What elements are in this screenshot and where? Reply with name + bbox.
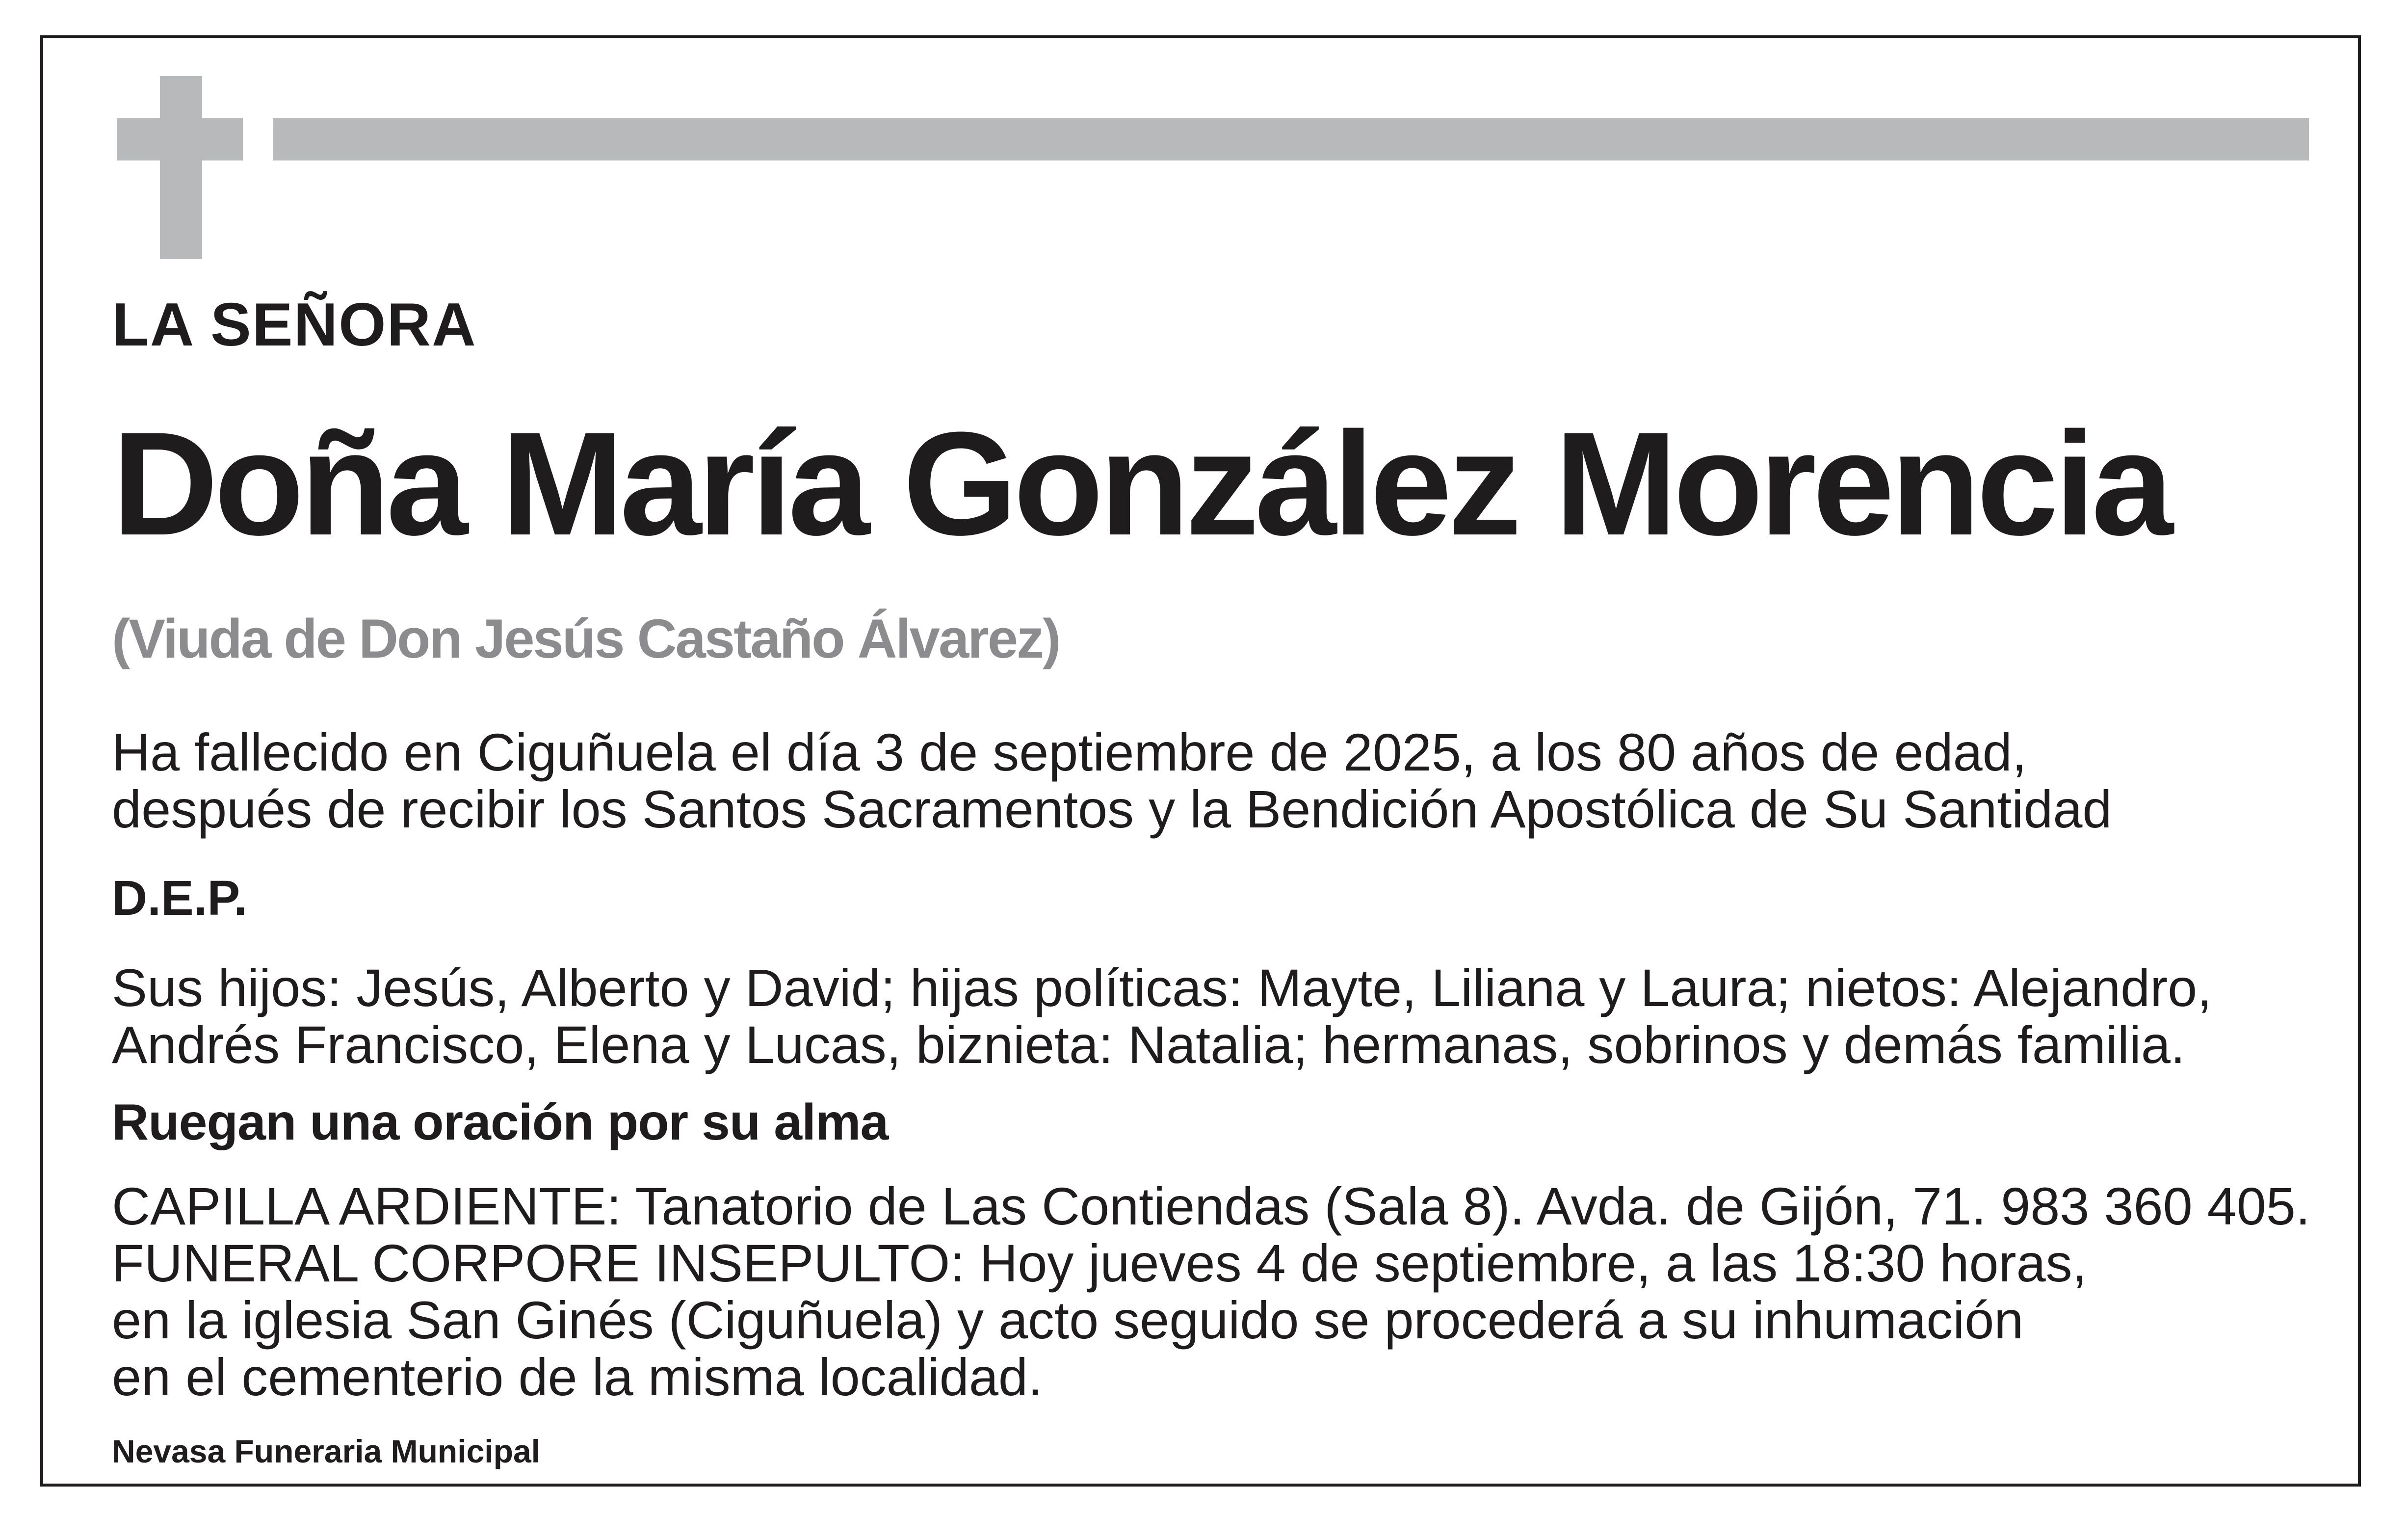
rip-label: D.E.P. xyxy=(112,871,248,926)
deceased-name: Doña María González Morencia xyxy=(112,401,2170,566)
cross-icon xyxy=(117,76,243,259)
honorific-heading: LA SEÑORA xyxy=(112,291,477,359)
header-rule xyxy=(273,118,2309,160)
widow-of-line: (Viuda de Don Jesús Castaño Álvarez) xyxy=(112,608,1060,669)
services-line: en la iglesia San Ginés (Ciguñuela) y acto seguido se procederá a su inhumación xyxy=(112,1290,2024,1350)
services-line: CAPILLA ARDIENTE: Tanatorio de Las Contiendas (Sala 8). Avda. de Gijón, 71. 983 360 405. xyxy=(112,1176,2310,1236)
prayer-request: Ruegan una oración por su alma xyxy=(112,1094,889,1151)
funeral-services xyxy=(112,1178,2310,1406)
family-line: Andrés Francisco, Elena y Lucas, biznieta: Natalia; hermanas, sobrinos y demás familia. xyxy=(112,1015,2185,1074)
announcement-line: después de recibir los Santos Sacramentos y la Bendición Apostólica de Su Santidad xyxy=(112,779,2112,839)
cross-horizontal-beam xyxy=(117,118,243,160)
family-line: Sus hijos: Jesús, Alberto y David; hijas políticas: Mayte, Liliana y Laura; nietos: Alejandro, xyxy=(112,958,2212,1017)
death-announcement xyxy=(112,724,2112,838)
cross-vertical-beam xyxy=(160,76,202,259)
services-line: FUNERAL CORPORE INSEPULTO: Hoy jueves 4 de septiembre, a las 18:30 horas, xyxy=(112,1233,2087,1293)
funeral-home-credit: Nevasa Funeraria Municipal xyxy=(112,1433,540,1469)
family-list xyxy=(112,959,2212,1073)
announcement-line: Ha fallecido en Ciguñuela el día 3 de septiembre de 2025, a los 80 años de edad, xyxy=(112,722,2027,782)
services-line: en el cementerio de la misma localidad. xyxy=(112,1347,1043,1407)
